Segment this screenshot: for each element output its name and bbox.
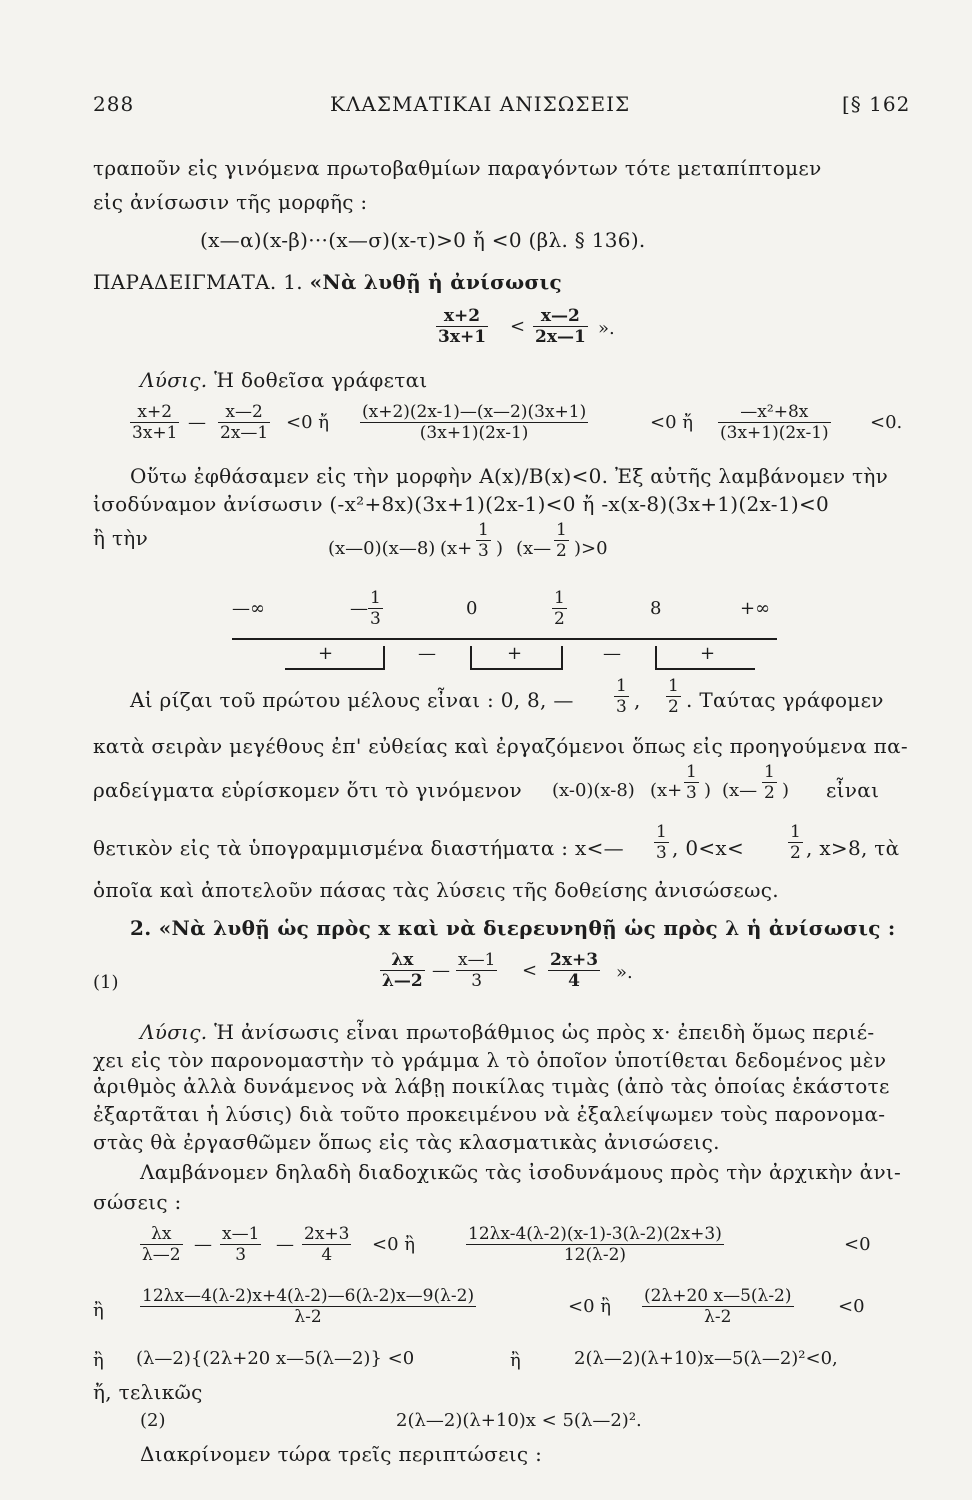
example-1-heading — [93, 272, 562, 292]
nl-sign-2: — — [418, 643, 436, 664]
factored-p1-close: ) — [496, 538, 504, 559]
factored-p2-close: )>0 — [574, 538, 608, 559]
eq1-label: (1) — [93, 972, 119, 993]
nl-sign-1: + — [318, 643, 334, 664]
ex2-sol-line4: ἐξαρτᾶται ἡ λύσις) διὰ τοῦτο προκειμένου νὰ ἐξαλείψωμεν τοὺς παρονομα- — [93, 1102, 886, 1126]
ex2-step1-rel-1: <0 ἢ — [372, 1234, 416, 1255]
roots-comma: , — [634, 688, 641, 712]
ex1-para1-line3: ἢ τὴν — [93, 526, 149, 550]
step1-minus: — — [188, 412, 206, 433]
ex2-step1-minus-2: — — [276, 1234, 294, 1255]
intro-line-2: εἰς ἀνίσωσιν τῆς μορφῆς : — [93, 190, 368, 214]
ex2-step2-frac-f: $\frac{(2\lambda+20 x—5(\lambda-2)}{\lambda-2}$ — [644, 1286, 792, 1327]
prod-frac-half: $\frac{1}{2}$ — [764, 762, 775, 803]
step1-frac-c: $\frac{(x+2)(2x-1)—(x—2)(3x+1)}{(3x+1)(2x-1)}$ — [362, 402, 587, 443]
ex1-para1-line2: ἰσοδύναμον ἀνίσωσιν (-x²+8x)(3x+1)(2x-1)<0 ἤ -x(x-8)(3x+1)(2x-1)<0 — [93, 492, 830, 516]
nl-underline-2 — [470, 668, 563, 670]
ex2-sol-line6: Λαμβάνομεν δηλαδὴ διαδοχικῶς τὰς ἰσοδυνάμους πρὸς τὴν ἀρχικὴν ἀνι- — [140, 1160, 902, 1184]
roots-frac-third: $\frac{1}{3}$ — [616, 676, 627, 717]
para3-frac-half: $\frac{1}{2}$ — [790, 822, 801, 863]
prod-lead: (x-0)(x-8) — [552, 780, 635, 801]
ex2-sol-line7: σώσεις : — [93, 1190, 182, 1214]
para3-frac-third: $\frac{1}{3}$ — [656, 822, 667, 863]
nl-sign-4: — — [603, 643, 621, 664]
example-2-heading: 2. «Νὰ λυθῇ ὡς πρὸς x καὶ νὰ διερευνηθῇ ὡς πρὸς λ ἡ ἀνίσωσις : — [130, 916, 896, 940]
ex1-para2-line2-b: εἶναι — [826, 778, 880, 802]
ex2-step2-rel-2: <0 — [838, 1296, 865, 1317]
ex1-para3-line2: ὁποῖα καὶ ἀποτελοῦν πάσας τὰς λύσεις τῆς δοθείσης ἀνισώσεως. — [93, 878, 779, 902]
prod-p1-close: ) — [704, 780, 712, 801]
ex2-step3-expr-2: 2(λ—2)(λ+10)x—5(λ—2)²<0, — [574, 1348, 838, 1369]
nl-label-neg-inf: —∞ — [232, 598, 265, 619]
ex2-minus: — — [432, 960, 450, 981]
ex1-para3-a: θετικὸν εἰς τὰ ὑπογραμμισμένα διαστήματα : x<— — [93, 836, 624, 860]
ex1-para2-line2-a: ραδείγματα εὑρίσκομεν ὅτι τὸ γινόμενον — [93, 778, 522, 802]
nl-tick-neg-third — [383, 646, 385, 668]
ex2-step3-or-2: ἢ — [510, 1350, 521, 1371]
nl-label-zero: 0 — [466, 598, 478, 619]
ex2-relation: < — [522, 960, 538, 981]
examples-heading: ΠΑΡΑΔΕΙΓΜΑΤΑ. 1. — [93, 270, 303, 294]
ex2-step1-minus-1: — — [194, 1234, 212, 1255]
ex2-last-line: Διακρίνομεν τώρα τρεῖς περιπτώσεις : — [140, 1442, 543, 1466]
prod-p2-close: ) — [782, 780, 790, 801]
nl-frac-half: $\frac{1}{2}$ — [554, 588, 565, 629]
ex2-sol-line3: ἀριθμὸς ἀλλὰ δυνάμενος νὰ λάβῃ ποικίλας τιμὰς (ἀπὸ τὰς ὁποίας ἑκάστοτε — [93, 1074, 890, 1098]
ex1-rhs-fraction: $\frac{x—2}{2x—1}$ — [535, 306, 586, 347]
nl-sign-3: + — [507, 643, 523, 664]
ex2-step2-frac-e: $\frac{12\lambda x—4(\lambda-2)x+4(\lambda-2)—6(\lambda-2)x—9(\lambda-2)}{\lambda-2}$ — [142, 1286, 475, 1327]
solution-label: Λύσις. — [140, 368, 208, 392]
nl-tick-zero — [470, 646, 472, 668]
ex2-sol-line5: στὰς θὰ ἐργασθῶμεν ὅπως εἰς τὰς κλασματικὰς ἀνισώσεις. — [93, 1130, 720, 1154]
section-reference: [§ 162 — [842, 92, 911, 116]
example-1-statement: «Νὰ λυθῇ ἡ ἀνίσωσις — [309, 270, 563, 294]
running-title: ΚΛΑΣΜΑΤΙΚΑΙ ΑΝΙΣΩΣΕΙΣ — [330, 92, 631, 116]
nl-sign-5: + — [700, 643, 716, 664]
step1-frac-d: $\frac{\text{—x²+8x}}{(3x+1)(2x-1)}$ — [720, 402, 829, 443]
step1-rel-1: <0 ἤ — [286, 412, 330, 433]
general-form: (x—α)(x-β)···(x—σ)(x-τ)>0 ἤ <0 (βλ. § 136). — [200, 228, 646, 252]
eq2-label: (2) — [140, 1410, 166, 1431]
solution-text: Ἡ δοθεῖσα γράφεται — [214, 368, 428, 392]
ex2-sol-line1-text: Ἡ ἀνίσωσις εἶναι πρωτοβάθμιος ὡς πρὸς x· ἐπειδὴ ὅμως περιέ- — [214, 1020, 875, 1044]
ex1-close-quote: ». — [598, 318, 615, 339]
ex2-finally: ἤ, τελικῶς — [93, 1380, 203, 1404]
ex2-step1-rel-2: <0 — [844, 1234, 871, 1255]
ex2-sol-line2: χει εἰς τὸν παρονομαστὴν τὸ γράμμα λ τὸ ὁποῖον ὑποτίθεται δεδομένος μὲν — [93, 1048, 887, 1072]
intro-line-1: τραποῦν εἰς γινόμενα πρωτοβαθμίων παραγόντων τότε μεταπίπτομεν — [93, 156, 822, 180]
ex1-para1-line1: Οὕτω ἐφθάσαμεν εἰς τὴν μορφὴν Α(x)/Β(x)<0. Ἐξ αὐτῆς λαμβάνομεν τὴν — [130, 464, 889, 488]
prod-p1-open: (x+ — [650, 780, 683, 801]
number-line-axis — [232, 638, 777, 640]
roots-line-b: . Ταύτας γράφομεν — [686, 688, 884, 712]
ex2-step1-frac-c: $\frac{2x+3}{4}$ — [304, 1224, 350, 1265]
prod-p2-open: (x— — [722, 780, 758, 801]
ex1-para3-c: , x>8, τὰ — [806, 836, 900, 860]
nl-label-eight: 8 — [650, 598, 662, 619]
ex2-frac-c: $\frac{2x+3}{4}$ — [550, 950, 599, 991]
page-number: 288 — [93, 92, 135, 116]
roots-frac-half: $\frac{1}{2}$ — [668, 676, 679, 717]
ex2-frac-b: $\frac{x—1}{3}$ — [458, 950, 496, 991]
eq2-inequality: 2(λ—2)(λ+10)x < 5(λ—2)². — [396, 1410, 642, 1431]
step1-rel-2: <0 ἤ — [650, 412, 694, 433]
nl-underline-1 — [285, 668, 385, 670]
ex2-frac-a: $\frac{\lambda x}{\lambda—2}$ — [382, 950, 423, 991]
ex2-step3-expr-1: (λ—2){(2λ+20 x—5(λ—2)} <0 — [136, 1348, 415, 1369]
step1-rel-3: <0. — [870, 412, 903, 433]
ex1-lhs-fraction: $\frac{x+2}{3x+1}$ — [438, 306, 487, 347]
ex2-step2-rel-1: <0 ἢ — [568, 1296, 612, 1317]
ex1-relation: < — [510, 316, 526, 337]
ex1-para3-b: , 0<x< — [672, 836, 745, 860]
ex2-solution-label: Λύσις. — [140, 1020, 208, 1044]
factored-frac-half: $\frac{1}{2}$ — [556, 520, 567, 561]
ex2-step1-frac-b: $\frac{x—1}{3}$ — [222, 1224, 260, 1265]
ex1-para2-line1: κατὰ σειρὰν μεγέθους ἐπ' εὐθείας καὶ ἐργαζόμενοι ὅπως εἰς προηγούμενα πα- — [93, 734, 908, 758]
factored-p2-open: (x— — [516, 538, 552, 559]
ex2-sol-line1 — [140, 1022, 874, 1042]
nl-tick-half — [561, 646, 563, 668]
nl-underline-3 — [655, 668, 755, 670]
factored-frac-third: $\frac{1}{3}$ — [478, 520, 489, 561]
nl-label-pos-inf: +∞ — [740, 598, 771, 619]
step1-frac-a: $\frac{x+2}{3x+1}$ — [132, 402, 178, 443]
nl-tick-eight — [655, 646, 657, 668]
roots-line-a: Αἱ ρίζαι τοῦ πρώτου μέλους εἶναι : 0, 8, — — [130, 688, 574, 712]
nl-label-minus: — — [350, 598, 368, 619]
factored-lead: (x—0)(x—8) — [328, 538, 436, 559]
ex2-step2-or: ἢ — [93, 1300, 104, 1321]
factored-p1-open: (x+ — [440, 538, 473, 559]
prod-frac-third: $\frac{1}{3}$ — [686, 762, 697, 803]
ex2-step1-frac-a: $\frac{\lambda x}{\lambda—2}$ — [142, 1224, 181, 1265]
ex2-step1-frac-d: $\frac{12\lambda x-4(\lambda-2)(x-1)-3(\lambda-2)(2x+3)}{12(\lambda-2)}$ — [468, 1224, 722, 1265]
ex1-solution-line — [140, 370, 428, 390]
ex2-step3-or: ἢ — [93, 1350, 104, 1371]
nl-frac-third: $\frac{1}{3}$ — [370, 588, 381, 629]
ex2-close-quote: ». — [616, 962, 633, 983]
step1-frac-b: $\frac{x—2}{2x—1}$ — [220, 402, 269, 443]
